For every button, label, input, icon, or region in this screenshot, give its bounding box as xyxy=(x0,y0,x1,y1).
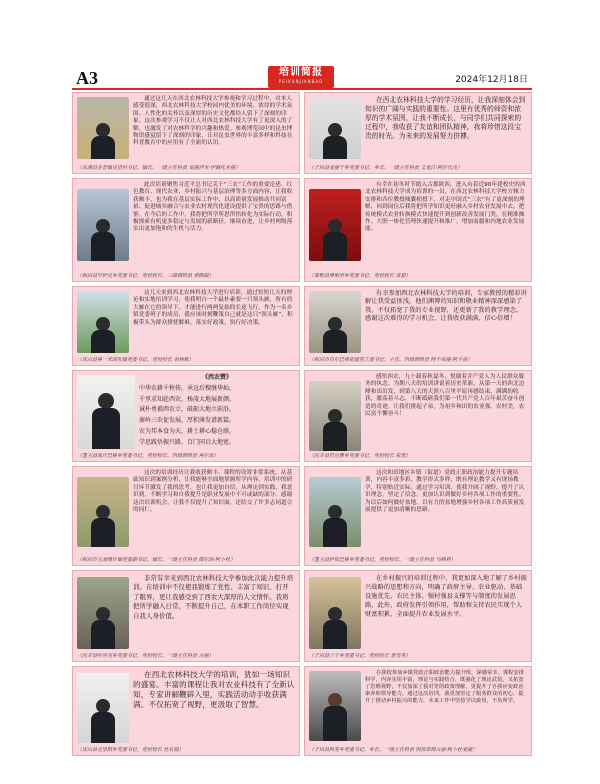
author-signature: （皮山县第一米园社镇党委书记、党校校长 谷林株） xyxy=(77,357,194,363)
testimonial-text: 有幸参加西北农林科技大学的培训，专家教授的精彩讲解让我受益匪浅，他们渊博的知识和敬业精神深深感染了我，不仅拓宽了我的专业视野，还更新了我的教学理念。感谢这次难得的学习机会，让我收获满满，信心倍增！ xyxy=(365,290,527,323)
poem-line: 中华农耕千秋传，承远后稷继华灿。 xyxy=(139,384,236,392)
testimonial-card xyxy=(72,92,300,174)
testimonial-text: 感悟西农，九十载春秋夏冬，悦谢着并产党人为人民群众服务的执念。为期八天的培训讲说着历史革新，从第一天的西北边陲和田出发，到第八天的天涯八百里平原再感结束，满满的收获，激荡着斗志，不断砥砺我们第一代共产党人百年艰苦奋斗创造的奇迹。让我们挑起子弟，为祖乡和田的农业强，农村美，农民富不懈奋斗！ xyxy=(365,374,525,418)
testimonial-text: 在西北农林科技大学的学习经历，让我深刻体会到知识的广阔与实践的重要性。这里有优秀的师资和浓厚的学术氛围，让我不断成长，与同学们共同探索的过程中，我收获了友谊和团队精神。我将珍惜这段宝贵的时光。为未来的发展努力拼搏。 xyxy=(365,96,526,140)
masthead-subtitle: PEIXUNJIANBAO xyxy=(278,79,324,84)
author-signature: （墨玉县加汗巴格乡党委书记、党校校长、四级调研员 再尔依） xyxy=(77,453,219,459)
poem-block xyxy=(139,373,295,449)
portrait-photo xyxy=(77,97,129,159)
testimonial-text: 此次培训聚焦习近平总书记关于“三农”工作的重要论述、红色教育、现代农业、乡村振兴与基层治理等多方面内容，让我收获颇丰，也为我在基层实际工作中，以高质量发展推动共同富裕、促进城乡融合与农业农村现代化建设提供了宝贵的思路与借鉴。在今后的工作中，我将把所学所思所悟转化为实际行动，积极探索有机更多稳定与发展的新路径，继续奋进，让乡村两级落实出更加饱和的生机与活力。 xyxy=(133,182,293,233)
testimonial-card xyxy=(72,570,300,662)
author-signature: （于田县兰干乡党委书记、党校校长 郭雪英） xyxy=(309,653,411,659)
poem-card xyxy=(72,370,300,462)
author-signature: （民丰县若克雅乡党委书记、党校校长 朱蓉） xyxy=(309,453,411,459)
author-signature: （和田市玉龙喀什镇党委副书记、镇长、一级主任科员 图尔洪·阿卜杜） xyxy=(77,557,236,563)
portrait-photo xyxy=(77,189,129,261)
portrait-photo xyxy=(309,577,361,649)
author-signature: （策勒县博斯坦乡党委书记、党校校长 常甜） xyxy=(309,273,411,279)
portrait-photo xyxy=(309,97,361,159)
author-signature: （和田县罕萨克乡党委书记、党校校长、三级调研员 郭刚毅） xyxy=(77,273,214,279)
testimonial-text: 有幸在初冬时节踏入古都陕西，进入有着近90年建校史的西北农林科技大学成为培训的一员，在西北农林科技大学校方倾力安排和各位教授倾囊相授下，对走中国式“三农”有了更深刻的理解，回到岗位后我将把所学知识更好融入乡村农业发展中去。把传统模式农业转换模式快速提升到创新改善发展门类，在精准操作、大胆一体化管理快速提升和推广，增加南疆和内地农业发展能。 xyxy=(365,182,526,233)
author-signature: （民丰县叶亦克乡党委书记、党校校长、一级主任科员 古丽） xyxy=(77,653,214,659)
testimonial-card xyxy=(72,666,300,756)
testimonial-text: 在西北农林科技大学的培训，犹如一场知识的盛宴。丰富的课程让我对农业科技有了全新认知，专家讲解鞭辟入里，实践活动动手收获满满。不仅拓宽了视野，更汲取了智慧。 xyxy=(133,670,295,709)
testimonial-card xyxy=(304,286,532,366)
author-signature: （冻满县多普镇克里村书记、镇长、一级主任科员 麦提伊米·伊佩托木提） xyxy=(77,165,241,171)
portrait-photo xyxy=(309,381,361,451)
testimonial-card xyxy=(72,178,300,282)
author-signature: （皮山县克里阳乡党委书记、党校校长 杜有福） xyxy=(77,747,184,753)
testimonial-text: 这次的培训经历让我收获颇丰。课程的设置非常系统，从基础知识到案例分析，让我能够全面地掌握所学内容。培训中的研讨环节激发了我的思考，也让我更加自信。从理论到实践，我意识到，不断学习和自我提升是职业发展中不可或缺的部分。感谢这次培训机会，让我不仅提升了知识面，还结交了许多志同道合的同仁。 xyxy=(133,470,293,514)
testimonial-card xyxy=(304,666,532,756)
author-signature: （墨玉县萨依巴格乡党委书记、党校校长、一级主任科员 马峰昇） xyxy=(309,557,456,563)
portrait-photo xyxy=(77,291,129,353)
page-header xyxy=(72,66,532,88)
page-number: A3 xyxy=(76,68,98,88)
testimonial-card xyxy=(304,466,532,566)
poem-title: 《西农赞》 xyxy=(201,374,232,381)
testimonial-card xyxy=(72,466,300,566)
portrait-photo xyxy=(77,375,135,449)
testimonial-text: 通过这几天在西北农林科技大学参观和学习过程中，对本人感受很深，西北农林科技大学校园内优美的环境、浓厚的学术氛围、人性化的关怀以及深厚的历史文化都给人留下了深刻的印象。这次参观学习不仅让人对西北农林科技大学有了更深入的了解，也激发了对农林科学的兴趣和热爱。参观博览园中的昆虫博物馆感觉留下了深刻的印象，让对昆虫世界的丰富多样和科技在科普教育中的应用有了全新的认识。 xyxy=(133,96,293,147)
testimonial-text: 这次和田地区乡镇（街道）党政正职政治能力提升专题培训，内容丰富多彩，教学形式多样，既有理论教学又有现场教学，特别贴近实际。通过学习培训，使我开阔了视野，提升了认识理念，坚定了信念，更加认识到做好乡村各项工作的重要性。为以后如何做好盆地，以有力的盆地增强乡村各项工作高质量发展提供了更加清晰的思路。 xyxy=(365,470,525,514)
poem-line: 农为邦本食为天，耕土耕心稳仓廪。 xyxy=(139,427,236,435)
poem-line: 千里求知赴西农，杨凌大地展新颜。 xyxy=(139,395,236,403)
testimonial-text: 这几天来到西北农林科技大学进行培训。通过短短几天的理论和实地培训学习，使我明白一个最朴素要一只领头雁，所有的大雁在它的领导下，才能进行两两复始的长途飞行，作为一名乡镇党委班子的成员，我应该时刻鞭策自己就是这只“领头雁”，积极带头为群众排忧解难，落实好政策，执行好决策。 xyxy=(133,290,293,326)
testimonial-card xyxy=(304,92,532,174)
testimonial-card xyxy=(304,178,532,282)
portrait-photo xyxy=(309,671,361,741)
portrait-photo xyxy=(309,477,361,547)
author-signature: （于田县阿羌乡党委书记、乡长、一级主任科员 阿依库姆古丽·阿卜杜麦提） xyxy=(309,747,478,753)
testimonial-text: 在乡村振兴的培训过程中，我更加深入地了解了乡村振兴战略的思想和方向，明确了政府主导、农业驱动、基础设施优先、农民主体、强村强县支撑等与制度的发展思路，此外，政府发挥引领作用，帮助和支持农民实现个人财富积累，全面提升农业发展水平。 xyxy=(365,575,527,618)
testimonial-text: 非常有幸来到西北农林科技大学参加此次能力提升培训。在培训中不仅使我锻炼了党性、丰富了知识、打开了眼界，更让我感受到了西农大深厚的人文情怀。我将把所学融入日常，不断提升自己，在本职工作岗位实现自我人身价值。 xyxy=(133,574,294,620)
poem-line: 学思践悟振兴路，百门同启大地宽。 xyxy=(139,438,236,446)
poem-line: 秦岭三农促发展，厚积薄发谱新篇。 xyxy=(139,417,236,425)
portrait-photo xyxy=(77,577,129,649)
testimonial-card xyxy=(304,370,532,462)
portrait-photo xyxy=(309,291,361,353)
masthead-logo xyxy=(268,66,334,88)
testimonial-text: 在我校参加乡镇党政正职政治能力提升班，深感荣幸。课程安排科学，内容实用丰富，理论与实践结合，既强化了理论武装，又拓宽了思维视野，不仅加深了我对党的政策理解，更提升了自我应变政治素养和领导能力。通过这次培训，我更加坚定了服务群众的初心，提升了推动乡村振兴的能力，未来工作中坚持学以致用，不负所学。 xyxy=(365,670,525,704)
portrait-photo xyxy=(77,673,129,743)
author-signature: （于田县麦提干乡党委书记、乡长、一级主任科员 艾麦江·阿尔代克） xyxy=(309,165,463,171)
masthead-title: 培训简报 xyxy=(279,67,323,78)
testimonial-card xyxy=(72,286,300,366)
portrait-photo xyxy=(77,477,129,547)
portrait-photo xyxy=(309,189,361,261)
issue-date: 2024年12月18日 xyxy=(455,75,528,85)
poem-line: 诚朴勇毅西农立，砥砺大地立前沿。 xyxy=(139,406,236,414)
author-signature: （和田市肖尔巴格街道党工委书记、主任、四级调研员 阿不来提·阿卡蒂） xyxy=(309,357,473,363)
testimonial-card xyxy=(304,570,532,662)
header-rule xyxy=(72,88,532,90)
